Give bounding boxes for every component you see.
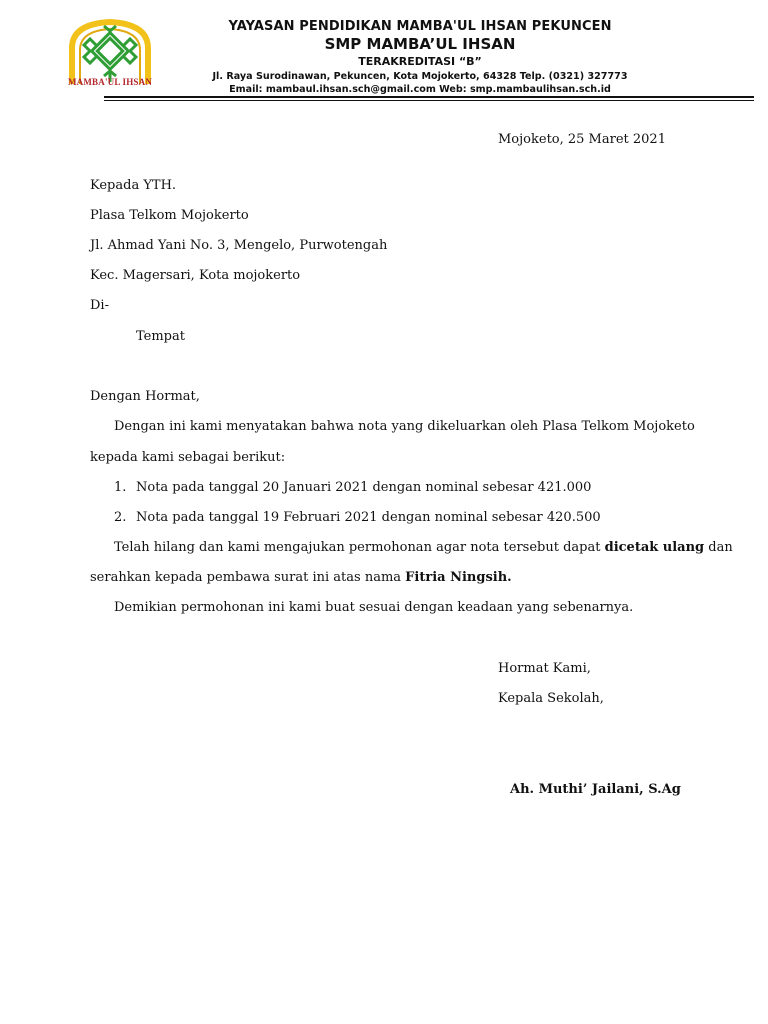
signatory-name: Ah. Muthi’ Jailani, S.Ag bbox=[510, 782, 681, 797]
bearer-name: Fitria Ningsih. bbox=[405, 570, 512, 585]
logo-caption: MAMBA'UL IHSAN bbox=[67, 77, 153, 87]
recipient-line: Kec. Magersari, Kota mojokerto bbox=[90, 268, 301, 283]
foundation-name: YAYASAN PENDIDIKAN MAMBA'UL IHSAN PEKUNCEN bbox=[228, 19, 612, 34]
letterhead-text bbox=[190, 18, 650, 96]
paragraph-text: dan bbox=[708, 540, 733, 555]
school-contact: Email: mambaul.ihsan.sch@gmail.com Web: smp.mambaulihsan.sch.id bbox=[229, 84, 611, 95]
accreditation: TERAKREDITASI “B” bbox=[358, 55, 482, 68]
recipient-line: Plasa Telkom Mojokerto bbox=[90, 208, 249, 223]
letterhead-divider-thick bbox=[104, 96, 754, 98]
body-paragraph-line: kepada kami sebagai berikut: bbox=[90, 450, 286, 465]
list-item: Nota pada tanggal 20 Januari 2021 dengan nominal sebesar 421.000 bbox=[136, 480, 592, 495]
paragraph-text: serahkan kepada pembawa surat ini atas nama bbox=[90, 570, 402, 585]
letter-date: Mojoketo, 25 Maret 2021 bbox=[498, 132, 666, 147]
list-item-number: 1. bbox=[114, 480, 127, 495]
letterhead bbox=[0, 0, 768, 100]
list-item: Nota pada tanggal 19 Februari 2021 dengan nominal sebesar 420.500 bbox=[136, 510, 601, 525]
emphasis-reprint: dicetak ulang bbox=[604, 540, 705, 555]
school-address: Jl. Raya Surodinawan, Pekuncen, Kota Mojokerto, 64328 Telp. (0321) 327773 bbox=[212, 71, 628, 82]
closing-paragraph: Demikian permohonan ini kami buat sesuai dengan keadaan yang sebenarnya. bbox=[114, 600, 634, 615]
letterhead-divider-thin bbox=[104, 100, 754, 101]
body-paragraph-line: Dengan ini kami menyatakan bahwa nota yang dikeluarkan oleh Plasa Telkom Mojoketo bbox=[114, 419, 695, 434]
school-name: SMP MAMBA’UL IHSAN bbox=[324, 35, 516, 53]
body-paragraph-line bbox=[90, 570, 512, 586]
body-paragraph-line bbox=[114, 540, 733, 556]
salutation: Dengan Hormat, bbox=[90, 389, 200, 404]
signatory-position: Kepala Sekolah, bbox=[498, 691, 604, 706]
recipient-line: Di- bbox=[90, 298, 109, 313]
closing-greeting: Hormat Kami, bbox=[498, 661, 591, 676]
list-item-number: 2. bbox=[114, 510, 127, 525]
recipient-line: Jl. Ahmad Yani No. 3, Mengelo, Purwotengah bbox=[90, 238, 388, 253]
recipient-line: Kepada YTH. bbox=[90, 178, 177, 193]
recipient-place: Tempat bbox=[136, 329, 185, 344]
paragraph-text: Telah hilang dan kami mengajukan permohonan agar nota tersebut dapat bbox=[114, 540, 601, 555]
